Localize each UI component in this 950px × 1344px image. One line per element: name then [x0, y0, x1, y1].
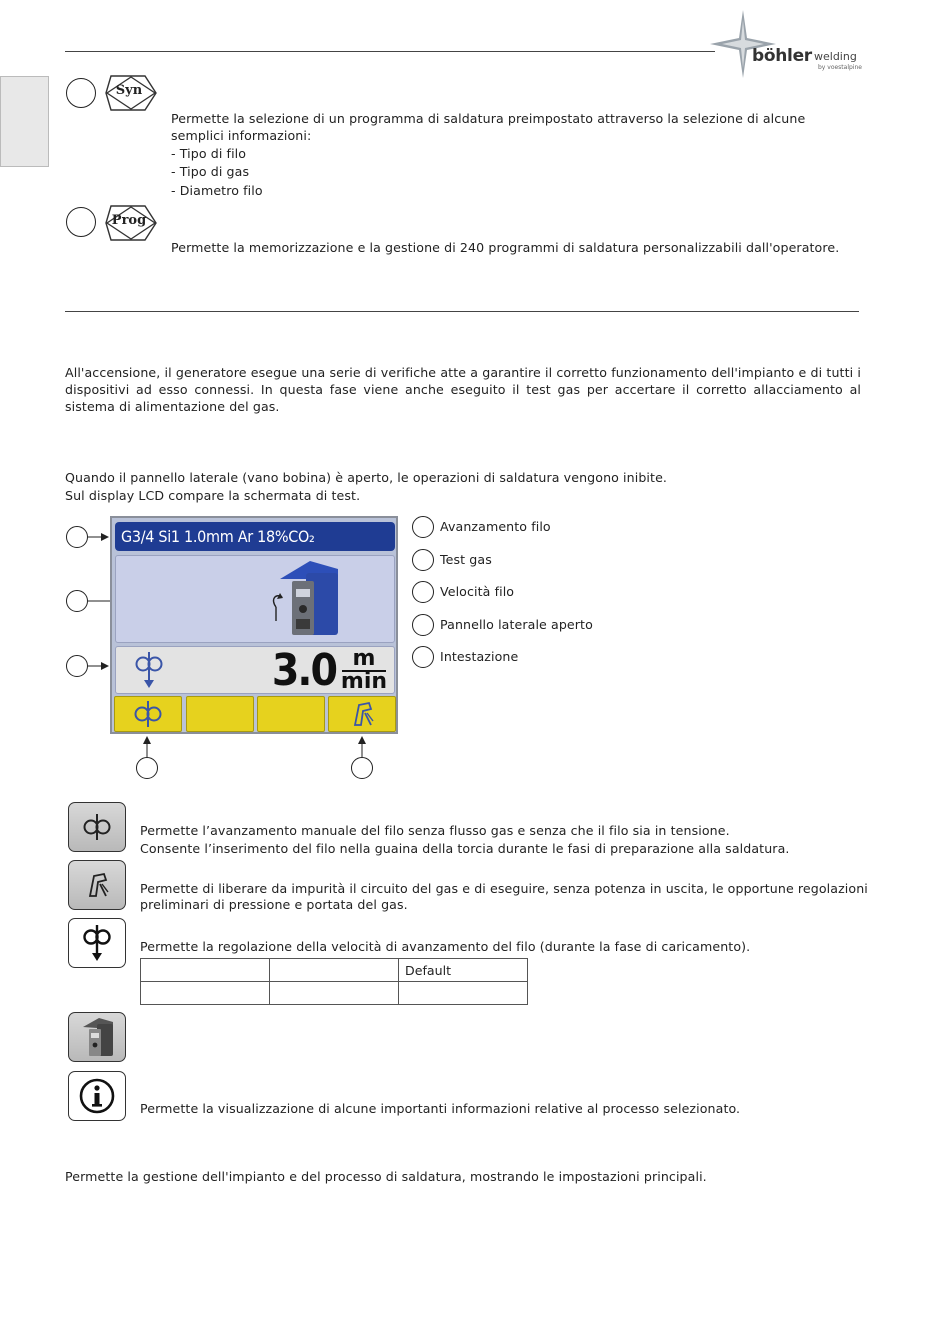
lcd-softkeys: [112, 696, 396, 732]
table-cell: [270, 959, 399, 982]
callout-circle: [66, 78, 96, 108]
syn-item-gas-type: - Tipo di gas: [171, 164, 250, 179]
panel-note-line1: Quando il pannello laterale (vano bobina) è aperto, le operazioni di saldatura vengono inibite.: [65, 470, 668, 485]
table-cell: [399, 982, 528, 1005]
syn-item-wire-type: - Tipo di filo: [171, 146, 247, 161]
softkey-wire-feed[interactable]: [114, 696, 182, 732]
syn-icon-label: Syn: [115, 83, 143, 98]
softkey-empty[interactable]: [186, 696, 254, 732]
header-rule: [65, 51, 715, 52]
panel-note-line2: Sul display LCD compare la schermata di test.: [65, 488, 361, 503]
info-button-icon: [68, 1071, 126, 1121]
prog-description: Permette la memorizzazione e la gestione di 240 programmi di saldatura personalizzabili dall'operatore.: [171, 240, 840, 255]
wire-feed-button-icon: [68, 802, 126, 852]
prog-icon-label: Prog: [111, 213, 147, 228]
brand-tagline: by voestalpine: [818, 64, 862, 71]
wire-speed-text: Permette la regolazione della velocità di avanzamento del filo (durante la fase di caricamento).: [140, 939, 751, 954]
wire-speed-value: 3.0: [271, 645, 336, 696]
wire-feed-icon: [131, 699, 165, 729]
info-text: Permette la visualizzazione di alcune importanti informazioni relative al processo selezionato.: [140, 1101, 741, 1116]
syn-item-wire-diameter: - Diametro filo: [171, 183, 263, 198]
table-cell: [270, 982, 399, 1005]
gas-test-text-2: preliminari di pressione e portata del gas.: [140, 897, 408, 912]
softkey-empty[interactable]: [257, 696, 325, 732]
gas-test-button-icon: [68, 860, 126, 910]
table-cell: [141, 959, 270, 982]
syn-description: Permette la selezione di un programma di saldatura preimpostato attraverso la selezione di alcune semplici informazioni:: [171, 111, 806, 143]
welder-open-panel-icon: [75, 1015, 119, 1059]
wire-feed-text-1: Permette l’avanzamento manuale del filo senza flusso gas e senza che il filo sia in tensione.: [140, 823, 730, 838]
prog-icon: [105, 205, 157, 241]
wire-speed-unit-bottom: min: [340, 669, 388, 694]
gas-test-text-1: Permette di liberare da impurità il circuito del gas e di eseguire, senza potenza in uscita, le opportune regolazioni: [140, 881, 868, 896]
wire-feed-icon: [80, 812, 114, 842]
table-cell: [141, 982, 270, 1005]
gas-test-icon: [82, 870, 112, 900]
footer-paragraph: Permette la gestione dell'impianto e del processo di saldatura, mostrando le impostazioni principali.: [65, 1169, 707, 1184]
table-header-default: Default: [399, 959, 528, 982]
brand-name: böhler: [752, 46, 812, 66]
callout-circle: [412, 581, 434, 603]
wire-speed-icon: [132, 650, 166, 690]
wire-speed-button-icon: [68, 918, 126, 968]
lcd-test-screen: [110, 516, 398, 734]
callout-circle: [66, 207, 96, 237]
wire-feed-text-2: Consente l’inserimento del filo nella guaina della torcia durante le fasi di preparazione alla saldatura.: [140, 841, 790, 856]
info-icon: [78, 1077, 116, 1115]
side-tab: [0, 76, 49, 167]
welder-open-panel-icon: [266, 559, 346, 641]
lcd-wire-speed-row: [115, 646, 395, 694]
wire-speed-icon: [80, 923, 114, 963]
callout-circle: [412, 516, 434, 538]
softkey-gas-test[interactable]: [328, 696, 396, 732]
gas-test-icon: [347, 699, 377, 729]
wire-speed-unit-top: m: [352, 646, 376, 671]
brand-suffix: welding: [814, 50, 857, 63]
callout-circle: [412, 646, 434, 668]
callout-circle: [412, 614, 434, 636]
wire-speed-table: [140, 958, 528, 1005]
star-icon: [708, 10, 778, 78]
callout-circle: [412, 549, 434, 571]
section-rule: [65, 311, 859, 312]
intro-paragraph: All'accensione, il generatore esegue una serie di verifiche atte a garantire il corretto funzionamento dell'impianto e di tutti i dispositivi ad esso connessi. In questa fase viene anche eseguito il test gas per accertare il corretto allacciamento al sistema di alimentazione del gas.: [65, 365, 861, 414]
side-panel-open-icon: [68, 1012, 126, 1062]
lcd-header: G3/4 Si1 1.0mm Ar 18%CO₂: [115, 522, 395, 551]
brand-logo: [708, 10, 868, 78]
syn-icon: [105, 75, 157, 111]
lcd-side-panel-area: [115, 555, 395, 643]
